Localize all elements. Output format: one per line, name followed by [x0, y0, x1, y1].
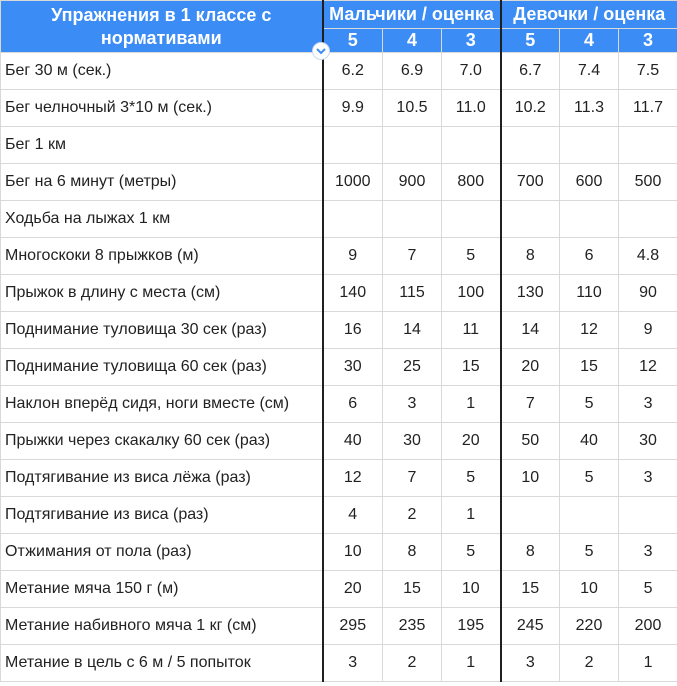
girls-value: 20	[501, 349, 560, 386]
girls-value: 50	[501, 423, 560, 460]
table-row	[1, 164, 677, 201]
table-row	[1, 201, 677, 238]
table-row	[1, 90, 677, 127]
girls-value: 40	[560, 423, 619, 460]
girls-grade-header: 4	[560, 29, 619, 53]
boys-value: 11	[442, 312, 501, 349]
girls-value: 700	[501, 164, 560, 201]
girls-value: 10	[501, 460, 560, 497]
girls-value: 600	[560, 164, 619, 201]
boys-value: 3	[383, 386, 442, 423]
boys-value: 14	[383, 312, 442, 349]
boys-value: 235	[383, 608, 442, 645]
girls-value: 7.4	[560, 53, 619, 90]
girls-value: 5	[560, 460, 619, 497]
boys-value: 15	[383, 571, 442, 608]
girls-value: 5	[560, 386, 619, 423]
girls-value	[501, 127, 560, 164]
boys-value: 11.0	[442, 90, 501, 127]
boys-value: 295	[323, 608, 383, 645]
boys-value: 800	[442, 164, 501, 201]
boys-value: 5	[442, 460, 501, 497]
table-row	[1, 460, 677, 497]
exercise-name: Бег 1 км	[1, 127, 323, 164]
table-row	[1, 497, 677, 534]
girls-value	[560, 127, 619, 164]
boys-value: 5	[442, 534, 501, 571]
table-row	[1, 275, 677, 312]
boys-value	[323, 127, 383, 164]
table-row	[1, 312, 677, 349]
boys-value: 2	[383, 497, 442, 534]
girls-value: 3	[619, 386, 677, 423]
table-body	[1, 53, 677, 682]
girls-value: 500	[619, 164, 677, 201]
exercise-name: Поднимание туловища 30 сек (раз)	[1, 312, 323, 349]
girls-value: 7.5	[619, 53, 677, 90]
boys-value: 6.9	[383, 53, 442, 90]
girls-value: 5	[560, 534, 619, 571]
exercise-name: Прыжок в длину с места (см)	[1, 275, 323, 312]
girls-value: 10	[560, 571, 619, 608]
girls-value: 110	[560, 275, 619, 312]
girls-value: 12	[560, 312, 619, 349]
table-row	[1, 645, 677, 682]
girls-value: 130	[501, 275, 560, 312]
filter-icon[interactable]	[312, 42, 330, 60]
boys-value	[442, 201, 501, 238]
girls-value: 3	[501, 645, 560, 682]
exercise-name: Бег на 6 минут (метры)	[1, 164, 323, 201]
girls-value: 4.8	[619, 238, 677, 275]
boys-value	[383, 127, 442, 164]
boys-value: 15	[442, 349, 501, 386]
boys-value: 100	[442, 275, 501, 312]
boys-value: 6.2	[323, 53, 383, 90]
exercise-name: Бег челночный 3*10 м (сек.)	[1, 90, 323, 127]
boys-value: 6	[323, 386, 383, 423]
boys-value: 16	[323, 312, 383, 349]
boys-value: 25	[383, 349, 442, 386]
exercise-name: Бег 30 м (сек.)	[1, 53, 323, 90]
girls-value	[560, 497, 619, 534]
girls-grade-header: 3	[619, 29, 677, 53]
boys-value: 9	[323, 238, 383, 275]
girls-value: 7	[501, 386, 560, 423]
boys-value: 7.0	[442, 53, 501, 90]
girls-value	[501, 497, 560, 534]
girls-value: 12	[619, 349, 677, 386]
exercise-name: Многоскоки 8 прыжков (м)	[1, 238, 323, 275]
girls-value: 3	[619, 460, 677, 497]
boys-value: 1000	[323, 164, 383, 201]
boys-grade-header: 3	[442, 29, 501, 53]
table-row	[1, 127, 677, 164]
table-row	[1, 349, 677, 386]
boys-grade-header: 4	[383, 29, 442, 53]
girls-value	[619, 127, 677, 164]
girls-value: 11.3	[560, 90, 619, 127]
girls-value	[619, 201, 677, 238]
boys-value: 2	[383, 645, 442, 682]
girls-value: 10.2	[501, 90, 560, 127]
girls-value: 15	[501, 571, 560, 608]
boys-value: 20	[442, 423, 501, 460]
table-row	[1, 53, 677, 90]
table-row	[1, 386, 677, 423]
boys-group-header: Мальчики / оценка	[323, 1, 501, 29]
girls-value: 8	[501, 238, 560, 275]
boys-value	[383, 201, 442, 238]
boys-value: 30	[323, 349, 383, 386]
boys-value: 115	[383, 275, 442, 312]
girls-value: 220	[560, 608, 619, 645]
exercise-name: Прыжки через скакалку 60 сек (раз)	[1, 423, 323, 460]
exercise-name: Отжимания от пола (раз)	[1, 534, 323, 571]
girls-value	[501, 201, 560, 238]
boys-value: 7	[383, 238, 442, 275]
boys-value: 10	[323, 534, 383, 571]
girls-value: 90	[619, 275, 677, 312]
exercise-name: Ходьба на лыжах 1 км	[1, 201, 323, 238]
girls-group-header: Девочки / оценка	[501, 1, 677, 29]
boys-value: 40	[323, 423, 383, 460]
girls-value: 2	[560, 645, 619, 682]
girls-value: 1	[619, 645, 677, 682]
boys-value: 3	[323, 645, 383, 682]
girls-value: 15	[560, 349, 619, 386]
girls-value: 30	[619, 423, 677, 460]
girls-value: 6.7	[501, 53, 560, 90]
boys-grade-header: 5	[323, 29, 383, 53]
boys-value: 12	[323, 460, 383, 497]
boys-value: 10.5	[383, 90, 442, 127]
boys-value: 10	[442, 571, 501, 608]
boys-value: 30	[383, 423, 442, 460]
boys-value	[442, 127, 501, 164]
girls-value: 200	[619, 608, 677, 645]
table-row	[1, 423, 677, 460]
table-row	[1, 608, 677, 645]
boys-value: 900	[383, 164, 442, 201]
exercise-name: Подтягивание из виса (раз)	[1, 497, 323, 534]
girls-value: 8	[501, 534, 560, 571]
boys-value: 4	[323, 497, 383, 534]
boys-value: 1	[442, 497, 501, 534]
exercise-column-header: Упражнения в 1 классе с нормативами	[1, 1, 323, 53]
girls-value: 6	[560, 238, 619, 275]
chevron-down-icon	[316, 46, 326, 56]
girls-value	[619, 497, 677, 534]
girls-value: 3	[619, 534, 677, 571]
girls-grade-header: 5	[501, 29, 560, 53]
table-row	[1, 571, 677, 608]
boys-value: 140	[323, 275, 383, 312]
exercise-name: Метание набивного мяча 1 кг (см)	[1, 608, 323, 645]
exercise-name: Подтягивание из виса лёжа (раз)	[1, 460, 323, 497]
exercise-name: Метание в цель с 6 м / 5 попыток	[1, 645, 323, 682]
exercise-name: Метание мяча 150 г (м)	[1, 571, 323, 608]
boys-value: 7	[383, 460, 442, 497]
boys-value: 8	[383, 534, 442, 571]
boys-value: 9.9	[323, 90, 383, 127]
girls-value: 14	[501, 312, 560, 349]
girls-value: 11.7	[619, 90, 677, 127]
boys-value	[323, 201, 383, 238]
boys-value: 1	[442, 645, 501, 682]
boys-value: 5	[442, 238, 501, 275]
boys-value: 1	[442, 386, 501, 423]
girls-value	[560, 201, 619, 238]
girls-value: 9	[619, 312, 677, 349]
table-row	[1, 534, 677, 571]
exercise-name: Наклон вперёд сидя, ноги вместе (см)	[1, 386, 323, 423]
exercise-name: Поднимание туловища 60 сек (раз)	[1, 349, 323, 386]
boys-value: 195	[442, 608, 501, 645]
girls-value: 245	[501, 608, 560, 645]
girls-value: 5	[619, 571, 677, 608]
boys-value: 20	[323, 571, 383, 608]
table-row	[1, 238, 677, 275]
